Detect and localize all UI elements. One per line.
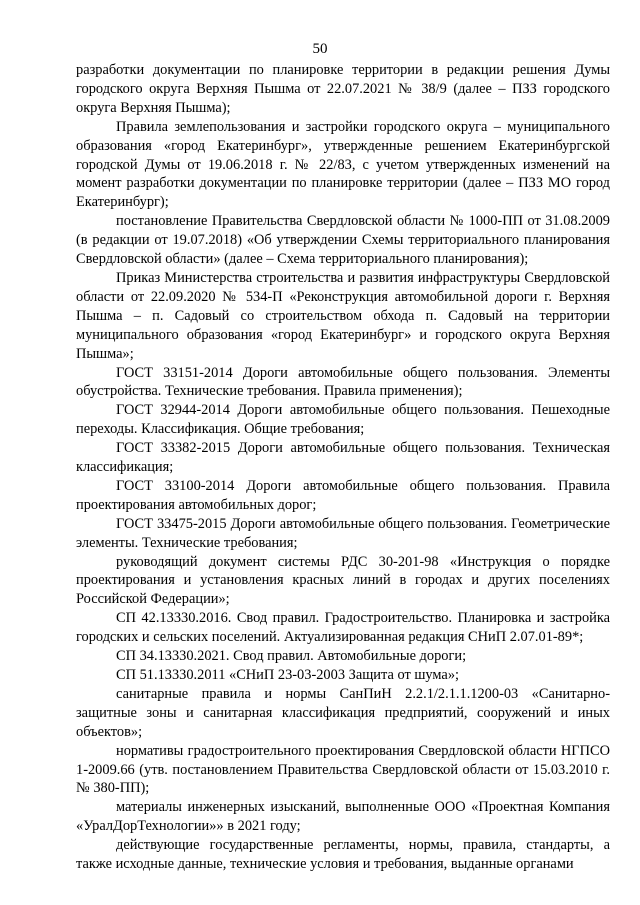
paragraph-ministry-order: Приказ Министерства строительства и развития инфраструктуры Свердловской области от 22.09.2020 № 534-П «Реконструкция автомобильной дороги г. Верхняя Пышма – п. Садовый со строительством обхода п. Садовый на территории муниципального образования «город Екатеринбург» и городского округа Верхняя Пышма»; (76, 269, 610, 362)
paragraph-gost-32944: ГОСТ 32944-2014 Дороги автомобильные общего пользования. Пешеходные переходы. Классификация. Общие требования; (76, 402, 610, 438)
paragraph-sp-34: СП 34.13330.2021. Свод правил. Автомобильные дороги; (116, 648, 467, 665)
paragraph-rds-30-201-98: руководящий документ системы РДС 30-201-98 «Инструкция о порядке проектирования и установления красных линий в городах и других поселениях Российской Федерации»; (76, 553, 610, 608)
paragraph-gost-33151: ГОСТ 33151-2014 Дороги автомобильные общего пользования. Элементы обустройства. Технические требования. Правила применения); (76, 364, 610, 400)
paragraph-gost-33100: ГОСТ 33100-2014 Дороги автомобильные общего пользования. Правила проектирования автомобильных дорог; (76, 477, 610, 513)
paragraph-ngpso: нормативы градостроительного проектирования Свердловской области НГПСО 1-2009.66 (утв. постановлением Правительства Свердловской области от 15.03.2010 г. № 380-ПП); (76, 742, 610, 797)
paragraph-gost-33475: ГОСТ 33475-2015 Дороги автомобильные общего пользования. Геометрические элементы. Технические требования; (76, 515, 610, 551)
paragraph-pzz-ekaterinburg: Правила землепользования и застройки городского округа – муниципального образования «город Екатеринбург», утвержденные решением Екатеринбургской городской Думы от 19.06.2018 г. № 22/83, с учетом утвержденных изменений на момент разработки документации по планировке территории (далее – ПЗЗ МО город Екатеринбург); (76, 118, 610, 211)
paragraph-territorial-planning: постановление Правительства Свердловской области № 1000-ПП от 31.08.2009 (в редакции от 19.07.2018) «Об утверждении Схемы территориального планирования Свердловской области» (далее – Схема территориального планирования); (76, 213, 610, 268)
paragraph-sp-42: СП 42.13330.2016. Свод правил. Градостроительство. Планировка и застройка городских и сельских поселений. Актуализированная редакция СНиП 2.07.01-89*; (76, 610, 610, 646)
paragraph-sp-51: СП 51.13330.2011 «СНиП 23-03-2003 Защита от шума»; (116, 667, 460, 683)
paragraph-continuation: разработки документации по планировке территории в редакции решения Думы городского округа Верхняя Пышма от 22.07.2021 № 38/9 (далее – ПЗЗ городского округа Верхняя Пышма); (76, 62, 610, 116)
paragraph-regulations: действующие государственные регламенты, нормы, правила, стандарты, а также исходные данные, технические условия и требования, выданные органами (76, 837, 610, 873)
paragraph-gost-33382: ГОСТ 33382-2015 Дороги автомобильные общего пользования. Техническая классификация; (76, 440, 610, 476)
page-number: 50 (312, 41, 328, 57)
paragraph-surveys: материалы инженерных изысканий, выполненные ООО «Проектная Компания «УралДорТехнологии»» в 2021 году; (76, 799, 610, 835)
paragraph-sanpin: санитарные правила и нормы СанПиН 2.2.1/2.1.1.1200-03 «Санитарно-защитные зоны и санитарная классификация предприятий, сооружений и иных объектов»; (76, 685, 610, 740)
document-body (76, 61, 610, 874)
